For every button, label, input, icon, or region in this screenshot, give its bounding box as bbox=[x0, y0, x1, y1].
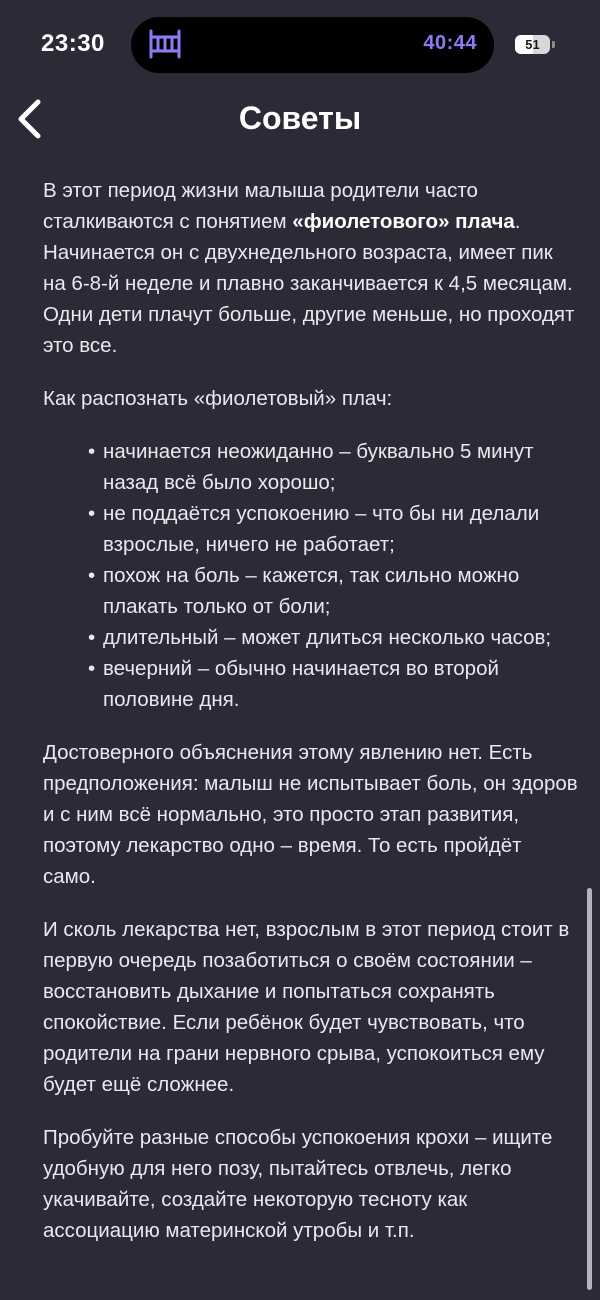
status-bar bbox=[0, 0, 600, 90]
list-item: • начинается неожиданно – буквально 5 минут назад всё было хорошо; bbox=[88, 436, 578, 498]
battery-level: 51 bbox=[525, 37, 540, 52]
scrollbar[interactable] bbox=[587, 888, 592, 1290]
paragraph-advice-adults: И сколь лекарства нет, взрослым в этот период стоит в первую очередь позаботиться о своём состоянии – восстановить дыхание и попытаться сохранять спокойствие. Если ребёнок будет чувствовать, что родители на грани нервного срыва, успокоиться ему будет ещё сложнее. bbox=[43, 918, 570, 1096]
paragraph-soothing-methods: Пробуйте разные способы успокоения крохи – ищите удобную для него позу, пытайтесь отвлечь, легко укачивайте, создайте некоторую тесноту как ассоциацию материнской утробы и т.п. bbox=[43, 1126, 553, 1242]
island-timer: 40:44 bbox=[423, 32, 477, 54]
list-item: • не поддаётся успокоению – что бы ни делали взрослые, ничего не работает; bbox=[88, 498, 578, 560]
paragraph-intro-bold: «фиолетового» плача bbox=[292, 210, 515, 233]
paragraph-explanation: Достоверного объяснения этому явлению нет. Есть предположения: малыш не испытывает боль, он здоров и с ним всё нормально, это просто этап развития, поэтому лекарство одно – время. То есть пройдёт само. bbox=[43, 741, 578, 888]
paragraph-intro-text-end: . Начинается он с двухнедельного возраста, имеет пик на 6-8-й неделе и плавно заканчивается к 4,5 месяцам. Одни дети плачут больше, другие меньше, но проходят это все. bbox=[43, 210, 575, 357]
list-item: • длительный – может длиться несколько часов; bbox=[88, 622, 578, 653]
list-item: • похож на боль – кажется, так сильно можно плакать только от боли; bbox=[88, 560, 578, 622]
symptoms-list bbox=[43, 436, 578, 715]
article-content bbox=[43, 175, 578, 1268]
paragraph-intro-text: В этот период жизни малыша родители часто сталкиваются с понятием bbox=[43, 179, 478, 233]
battery-indicator bbox=[515, 35, 550, 54]
paragraph-intro bbox=[43, 175, 578, 361]
status-time: 23:30 bbox=[41, 30, 105, 57]
paragraph-how-to-recognize: Как распознать «фиолетовый» плач: bbox=[43, 387, 393, 410]
nav-bar bbox=[0, 90, 600, 150]
crib-icon bbox=[148, 29, 182, 59]
page-title: Советы bbox=[238, 100, 362, 136]
battery-tip bbox=[552, 41, 555, 48]
dynamic-island[interactable] bbox=[131, 17, 494, 73]
list-item: • вечерний – обычно начинается во второй половине дня. bbox=[88, 653, 578, 715]
